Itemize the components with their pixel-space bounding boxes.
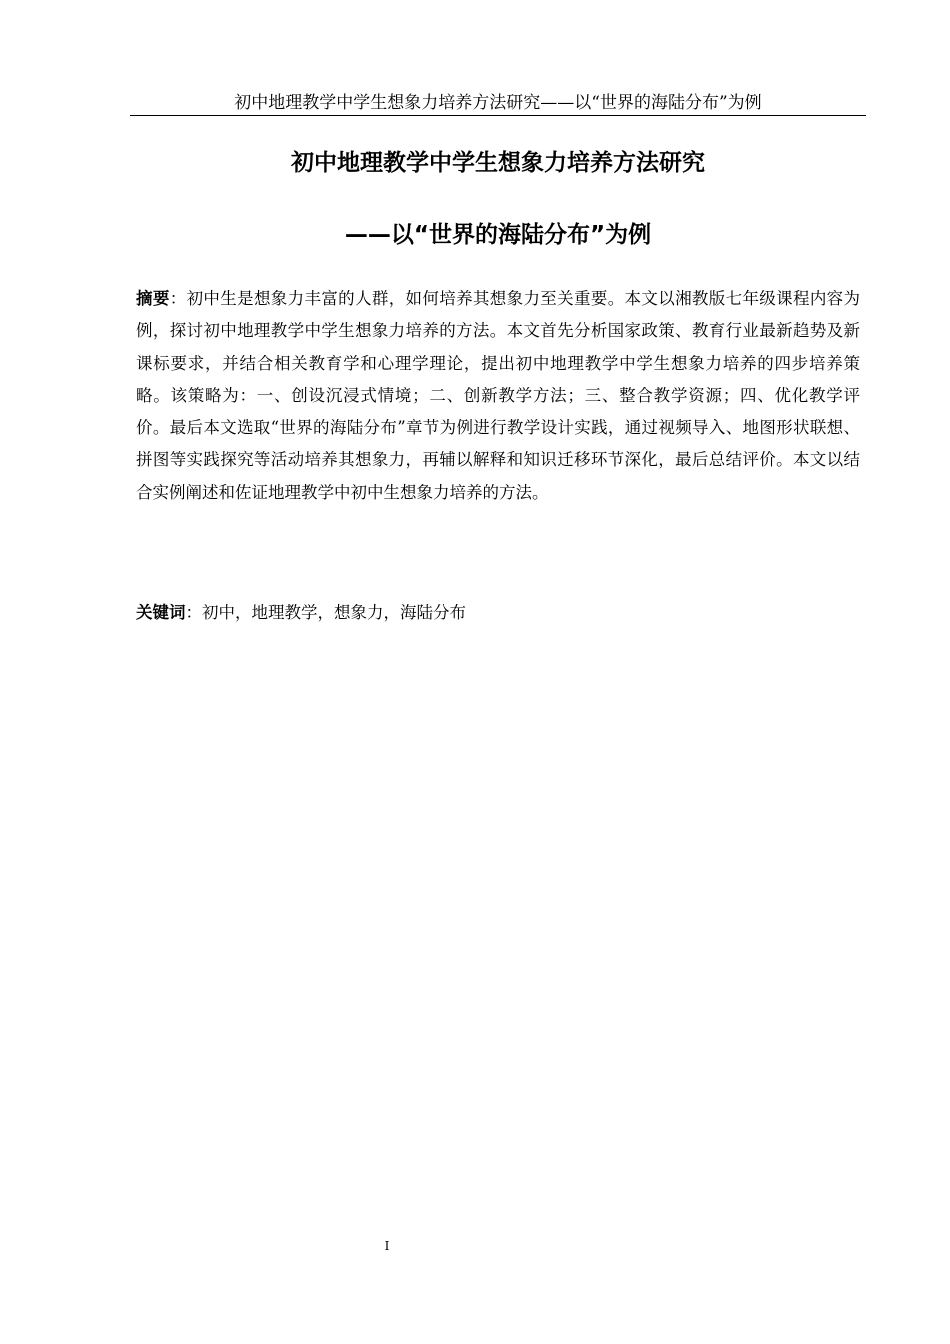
keywords-text: 初中，地理教学，想象力，海陆分布 (202, 603, 466, 622)
abstract-label: 摘要 (136, 289, 170, 308)
abstract-text: 初中生是想象力丰富的人群，如何培养其想象力至关重要。本文以湘教版七年级课程内容为例，探讨初中地理教学中学生想象力培养的方法。本文首先分析国家政策、教育行业最新趋势及新课标要求，并结合相关教育学和心理学理论，提出初中地理教学中学生想象力培养的四步培养策略。该策略为：一、创设沉浸式情境；二、创新教学方法；三、整合教学资源；四、优化教学评价。最后本文选取“世界的海陆分布”章节为例进行教学设计实践，通过视频导入、地图形状联想、拼图等实践探究等活动培养其想象力，再辅以解释和知识迁移环节深化，最后总结评价。本文以结合实例阐述和佐证地理教学中初中生想象力培养的方法。 (136, 289, 861, 502)
keywords-label: 关键词 (136, 603, 186, 622)
page-number: I (384, 1239, 390, 1253)
abstract-separator: ： (169, 289, 187, 308)
paper-title: 初中地理教学中学生想象力培养方法研究 (291, 150, 705, 176)
running-header: 初中地理教学中学生想象力培养方法研究——以“世界的海陆分布”为例 (234, 93, 762, 113)
keywords-separator: ： (185, 603, 202, 622)
header-rule (130, 115, 866, 116)
keywords-paragraph (136, 600, 860, 626)
abstract-paragraph (136, 283, 860, 509)
paper-subtitle: ——以“世界的海陆分布”为例 (344, 222, 652, 248)
